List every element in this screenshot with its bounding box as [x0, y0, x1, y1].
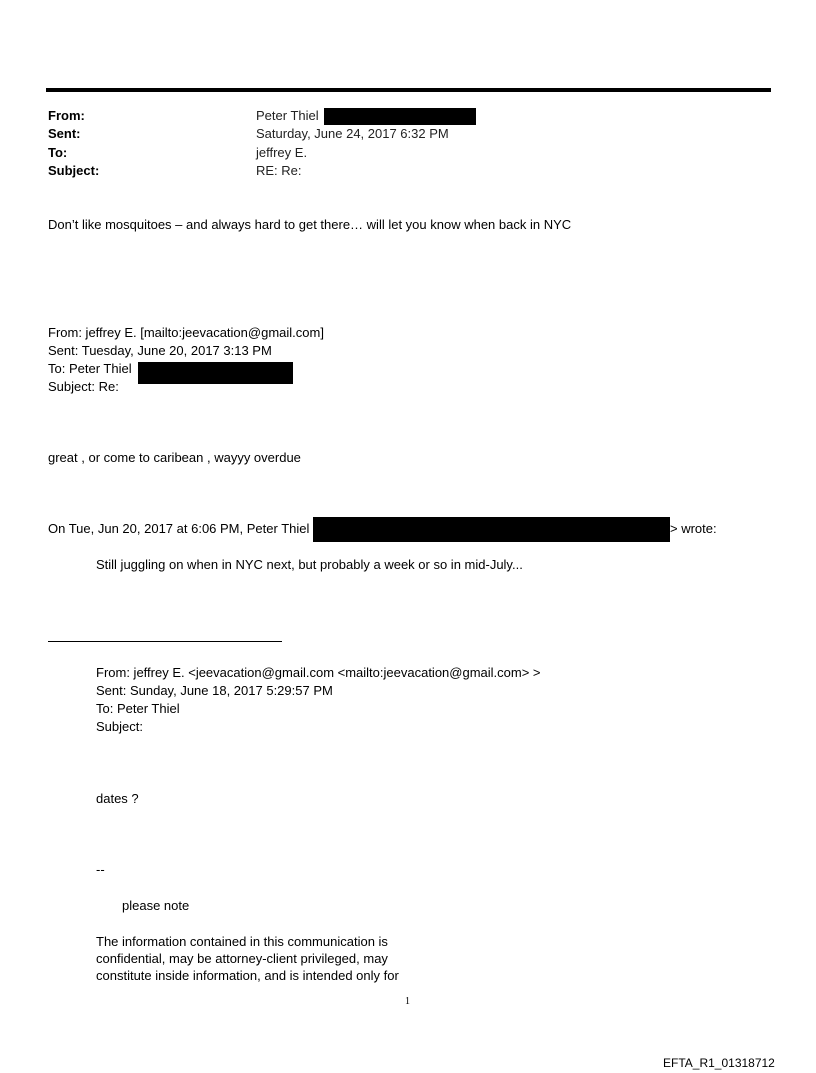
quoted1-to: To: Peter Thiel	[48, 361, 132, 376]
sent-label: Sent:	[48, 126, 81, 141]
sent-value: Saturday, June 24, 2017 6:32 PM	[256, 126, 449, 141]
from-label: From:	[48, 108, 85, 123]
document-id: EFTA_R1_01318712	[663, 1056, 775, 1070]
disclaimer-line: The information contained in this communication is	[96, 934, 388, 949]
quote-separator	[48, 641, 282, 642]
quoted3-sent: Sent: Sunday, June 18, 2017 5:29:57 PM	[96, 683, 333, 698]
quoted2-intro-end: > wrote:	[670, 521, 717, 536]
redaction-box	[324, 108, 476, 125]
quoted1-sent: Sent: Tuesday, June 20, 2017 3:13 PM	[48, 343, 272, 358]
disclaimer-line: constitute inside information, and is intended only for	[96, 968, 399, 983]
quoted3-subject: Subject:	[96, 719, 143, 734]
subject-value: RE: Re:	[256, 163, 302, 178]
quoted2-intro: On Tue, Jun 20, 2017 at 6:06 PM, Peter Thiel	[48, 521, 310, 536]
disclaimer-line: confidential, may be attorney-client privileged, may	[96, 951, 388, 966]
redaction-box	[138, 362, 293, 384]
quoted1-from: From: jeffrey E. [mailto:jeevacation@gmail.com]	[48, 325, 324, 340]
to-label: To:	[48, 145, 68, 160]
quoted2-message: Still juggling on when in NYC next, but probably a week or so in mid-July...	[96, 557, 523, 572]
header-rule	[46, 88, 771, 92]
quoted3-to: To: Peter Thiel	[96, 701, 180, 716]
note-title: please note	[122, 898, 190, 913]
quoted1-message: great , or come to caribean , wayyy overdue	[48, 450, 301, 465]
subject-label: Subject:	[48, 163, 100, 178]
from-value: Peter Thiel	[256, 108, 319, 123]
quoted1-subject: Subject: Re:	[48, 379, 119, 394]
quoted3-from: From: jeffrey E. <jeevacation@gmail.com <mailto:jeevacation@gmail.com> >	[96, 665, 541, 680]
quoted3-message: dates ?	[96, 791, 139, 806]
signature-dashes: --	[96, 862, 105, 877]
to-value: jeffrey E.	[256, 145, 308, 160]
reply-body: Don’t like mosquitoes – and always hard to get there… will let you know when back in NYC	[48, 217, 572, 232]
page-number: 1	[405, 996, 410, 1007]
redaction-box	[313, 517, 670, 542]
